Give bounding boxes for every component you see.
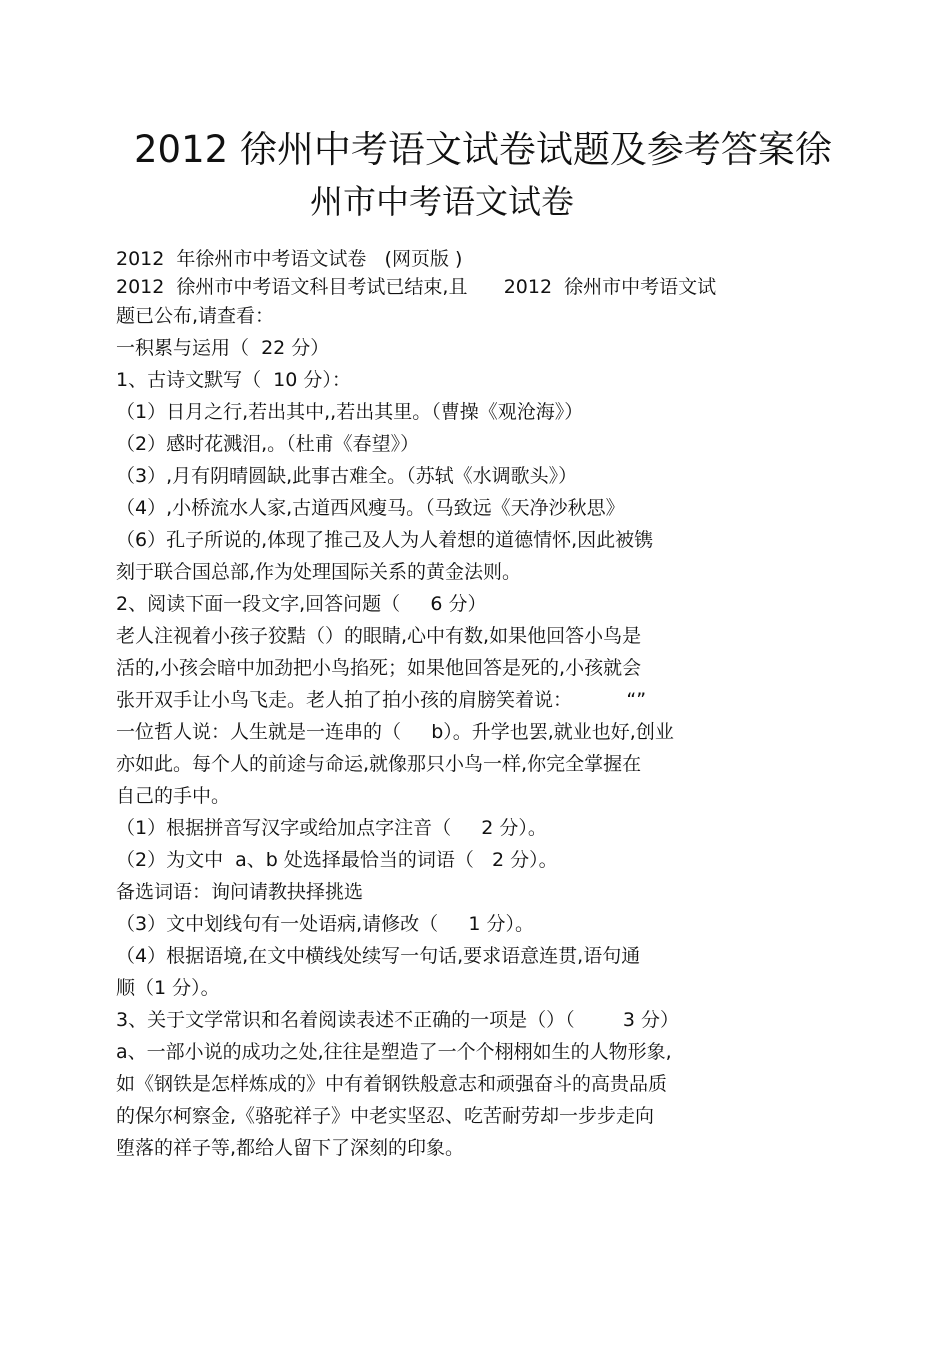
text-line: （1）日月之行,若出其中,,若出其里。（曹操《观沧海》） (116, 401, 584, 423)
text-line: 亦如此。每个人的前途与命运,就像那只小鸟一样,你完全掌握在 (116, 753, 642, 775)
text-line: 如《钢铁是怎样炼成的》中有着钢铁般意志和顽强奋斗的高贵品质 (116, 1073, 668, 1095)
document-title-line2: 州市中考语文试卷 (310, 182, 574, 221)
text-line: （4）,小桥流水人家,古道西风瘦马。（马致远《天净沙秋思》 (116, 497, 625, 519)
text-line: 题已公布,请查看： (116, 305, 275, 327)
text-line: （3）,月有阴晴圆缺,此事古难全。（苏轼《水调歌头》） (116, 465, 578, 487)
text-line: 2012 年徐州市中考语文试卷 (网页版 ) (116, 248, 463, 270)
text-line: 一积累与运用（ 22 分） (116, 337, 330, 359)
text-line: （2）为文中 a、b 处选择最恰当的词语（ 2 分）。 (116, 849, 558, 871)
text-line: 的保尔柯察金,《骆驼祥子》中老实坚忍、吃苦耐劳却一步步走向 (116, 1105, 655, 1127)
text-line: （6）孔子所说的,体现了推己及人为人着想的道德情怀,因此被镌 (116, 529, 654, 551)
text-line: 自己的手中。 (116, 785, 231, 807)
text-line: 3、关于文学常识和名着阅读表述不正确的一项是（）（ 3 分） (116, 1009, 680, 1031)
text-line: 活的,小孩会暗中加劲把小鸟掐死；如果他回答是死的,小孩就会 (116, 657, 642, 679)
text-line: 2、阅读下面一段文字,回答问题（ 6 分） (116, 593, 487, 615)
text-line: （3）文中划线句有一处语病,请修改（ 1 分）。 (116, 913, 534, 935)
text-line: 1、古诗文默写（ 10 分）： (116, 369, 351, 391)
text-line: 顺（1 分）。 (116, 977, 220, 999)
text-line: a、一部小说的成功之处,往往是塑造了一个个栩栩如生的人物形象, (116, 1041, 672, 1063)
text-line: （4）根据语境,在文中横线处续写一句话,要求语意连贯,语句通 (116, 945, 641, 967)
text-line: 堕落的祥子等,都给人留下了深刻的印象。 (116, 1137, 465, 1159)
document-title-line1: 2012 徐州中考语文试卷试题及参考答案徐 (134, 128, 832, 171)
text-line: （1）根据拼音写汉字或给加点字注音（ 2 分）。 (116, 817, 547, 839)
text-line: （2）感时花溅泪,。（杜甫《春望》） (116, 433, 420, 455)
text-line: 老人注视着小孩子狡黠（）的眼睛,心中有数,如果他回答小鸟是 (116, 625, 642, 647)
text-line: 2012 徐州市中考语文科目考试已结束,且 2012 徐州市中考语文试 (116, 276, 717, 298)
document-body (116, 243, 836, 1164)
text-line: 刻于联合国总部,作为处理国际关系的黄金法则。 (116, 561, 522, 583)
text-line: 张开双手让小鸟飞走。老人拍了拍小孩的肩膀笑着说： “” (116, 689, 647, 711)
text-line: 一位哲人说：人生就是一连串的（ b）。升学也罢,就业也好,创业 (116, 721, 674, 743)
text-line: 备选词语：询问请教抉择挑选 (116, 881, 364, 903)
